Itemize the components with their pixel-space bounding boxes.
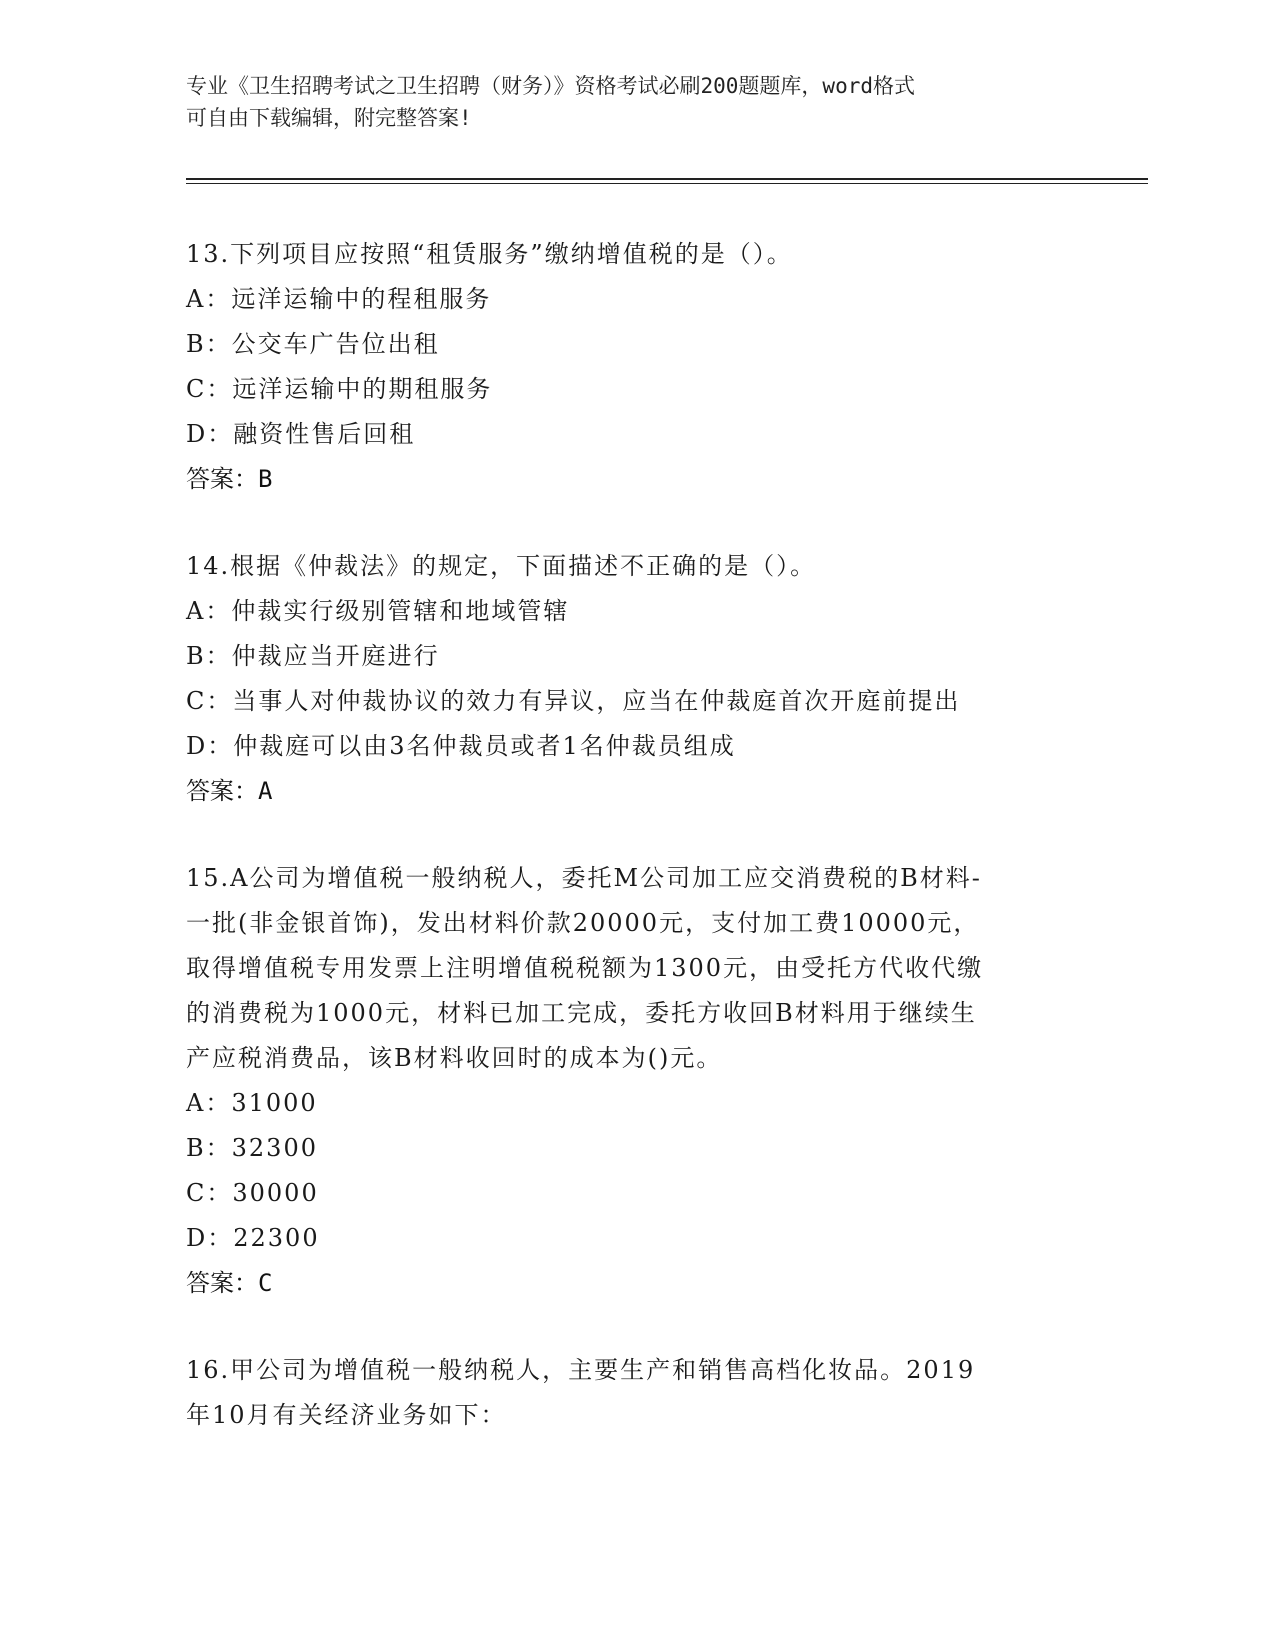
answer-option: B：仲裁应当开庭进行 xyxy=(186,642,440,670)
answer-option: D：仲裁庭可以由3名仲裁员或者1名仲裁员组成 xyxy=(186,732,736,760)
answer-option: A：仲裁实行级别管辖和地域管辖 xyxy=(186,597,570,625)
answer-option: C：30000 xyxy=(186,1179,319,1207)
header-line-1: 专业《卫生招聘考试之卫生招聘（财务）》资格考试必刷200题题库，word格式 xyxy=(186,74,915,98)
question-stem-line: 取得增值税专用发票上注明增值税税额为1300元，由受托方代收代缴 xyxy=(186,954,984,982)
answer-key: 答案：B xyxy=(186,465,273,493)
question-stem-line: 15.A公司为增值税一般纳税人，委托M公司加工应交消费税的B材料- xyxy=(186,864,982,892)
question-stem-line: 的消费税为1000元，材料已加工完成，委托方收回B材料用于继续生 xyxy=(186,999,977,1027)
question-block xyxy=(186,856,1086,1306)
answer-key: 答案：A xyxy=(186,777,273,805)
question-stem xyxy=(186,232,1086,277)
header-line-2: 可自由下载编辑，附完整答案! xyxy=(186,106,472,130)
answer-option: D：22300 xyxy=(186,1224,320,1252)
document-header xyxy=(186,70,1086,134)
question-stem-line: 13.下列项目应按照“租赁服务”缴纳增值税的是（）。 xyxy=(186,240,793,268)
question-stem xyxy=(186,544,1086,589)
question-stem-line: 16.甲公司为增值税一般纳税人，主要生产和销售高档化妆品。2019 xyxy=(186,1356,976,1384)
question-stem xyxy=(186,856,1086,1081)
question-block xyxy=(186,232,1086,502)
question-block xyxy=(186,1348,1086,1438)
question-stem-line: 产应税消费品，该B材料收回时的成本为()元。 xyxy=(186,1044,723,1072)
answer-option: B：公交车广告位出租 xyxy=(186,330,440,358)
answer-key: 答案：C xyxy=(186,1269,273,1297)
answer-option: C：远洋运输中的期租服务 xyxy=(186,375,493,403)
answer-option: C：当事人对仲裁协议的效力有异议，应当在仲裁庭首次开庭前提出 xyxy=(186,687,961,715)
question-stem-line: 14.根据《仲裁法》的规定，下面描述不正确的是（）。 xyxy=(186,552,817,580)
question-block xyxy=(186,544,1086,814)
answer-option: A：远洋运输中的程租服务 xyxy=(186,285,492,313)
question-list xyxy=(186,232,1086,1480)
answer-option: D：融资性售后回租 xyxy=(186,420,416,448)
question-stem-line: 一批(非金银首饰)，发出材料价款20000元，支付加工费10000元， xyxy=(186,909,980,937)
header-divider xyxy=(186,178,1148,184)
answer-option: B：32300 xyxy=(186,1134,318,1162)
question-stem xyxy=(186,1348,1086,1438)
answer-option: A：31000 xyxy=(186,1089,318,1117)
question-stem-line: 年10月有关经济业务如下： xyxy=(186,1401,507,1429)
